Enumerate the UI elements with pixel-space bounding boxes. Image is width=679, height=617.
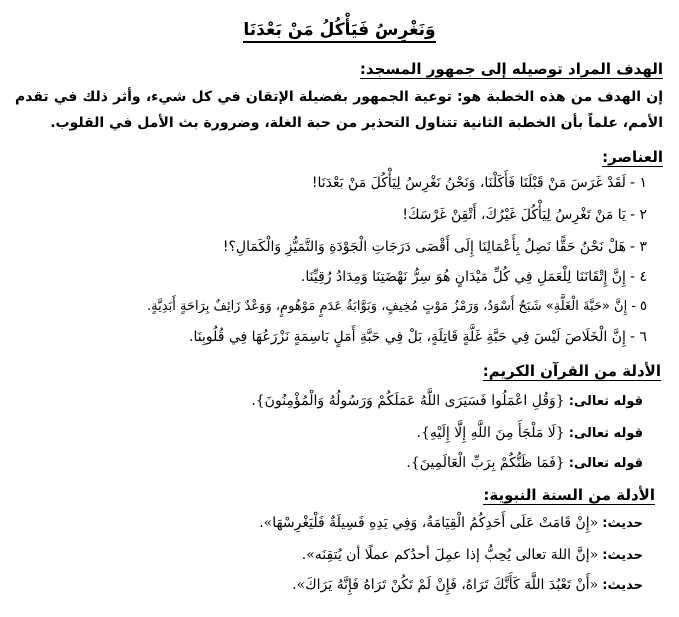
element-number: ٥ -: [631, 299, 647, 314]
hadith: [259, 512, 643, 535]
hadith-text: «إنَّ اللهَ تعالى يُحِبُّ إذا عمِلَ أحدُكم عملًا أن يُتقِنَه».: [301, 547, 599, 563]
goal-paragraph: إن الهدف من هذه الخطبة هو: توعية الجمهور بفضيلة الإتقان في كل شيء، وأثر ذلك في تقدم الأمم، علماً بأن الخطبة الثانية تتناول التحذير من حبة الغلة، وضرورة بث الأمل في القلوب.: [15, 89, 663, 131]
hadith: [302, 544, 643, 567]
quran-verse: [251, 390, 643, 413]
element-text: يَا مَنْ تَغْرِسُ لِيَأْكُلَ غَيْرُكَ، أَتْقِنْ غَرْسَكَ!: [402, 207, 626, 223]
element-text: إِنَّ إِتْقَانَنَا لِلْعَمَلِ فِي كُلِّ مَيْدَانٍ هُوَ سِرُّ نَهْضَتِنَا وَمِدَادُ رُقِيِّنَا.: [300, 269, 626, 285]
verse-text: {وَقُلِ اعْمَلُوا فَسَيَرَى اللَّهُ عَمَلَكُمْ وَرَسُولُهُ وَالْمُؤْمِنُونَ}.: [251, 393, 565, 409]
hadith-label: حديث:: [602, 578, 643, 593]
hadith-label: حديث:: [602, 516, 643, 531]
element-item: [301, 266, 647, 288]
element-text: لَقَدْ غَرَسَ مَنْ قَبْلَنَا فَأَكَلْنَا، وَنَحْنُ نَغْرِسُ لِيَأْكُلَ مَنْ بَعْدَنَا!: [311, 175, 626, 191]
element-item: [189, 326, 647, 348]
elements-heading-text: العناصر:: [602, 148, 663, 166]
element-item: [147, 296, 647, 318]
element-text: إِنَّ الْخَلَاصَ لَيْسَ فِي حَبَّةِ غَلَّةٍ قَاتِلَةٍ، بَلْ فِي حَبَّةِ أَمَلٍ بَاسِمَةٍ نَزْرَعُهَا فِي قُلُوبِنَا.: [189, 329, 626, 345]
elements-heading: [602, 148, 663, 166]
goal-heading: [360, 60, 663, 78]
verse-label: قوله تعالى:: [568, 394, 643, 409]
element-item: [223, 236, 647, 258]
element-item: [312, 172, 647, 194]
hadith-text: «أَنْ تَعْبُدَ اللَّهَ كَأَنَّكَ تَرَاهُ، فَإِنْ لَمْ تَكُنْ تَرَاهُ فَإِنَّهُ يَرَاكَ».: [292, 577, 599, 593]
title-text: وَنَغْرِسُ فَيَأْكُلُ مَنْ بَعْدَنَا: [243, 20, 435, 43]
element-number: ٣ -: [629, 239, 647, 255]
hadith-label: حديث:: [602, 548, 643, 563]
sermon-title: [0, 20, 679, 40]
sunnah-heading: [483, 486, 655, 504]
verse-label: قوله تعالى:: [568, 426, 643, 441]
hadith-text: «إِنْ قَامَتْ عَلَى أَحَدِكُمُ الْقِيَامَةُ، وَفِي يَدِهِ فَسِيلَةٌ فَلْيَغْرِسْهَا».: [259, 515, 599, 531]
hadith: [292, 574, 643, 597]
sunnah-heading-text: الأدلة من السنة النبوية:: [483, 486, 655, 504]
verse-label: قوله تعالى:: [568, 456, 643, 471]
element-text: هَلْ نَحْنُ حَقًّا نَصِلُ بِأَعْمَالِنَا إِلَى أَقْصَى دَرَجَاتِ الْجَوْدَةِ وَالتَّمَيُّزِ وَالْكَمَالِ؟!: [222, 239, 626, 255]
element-item: [402, 204, 647, 226]
element-number: ٢ -: [629, 207, 647, 223]
element-text: إِنَّ «حَبَّةَ الْغَلَّةِ» شَبَحٌ أَسْوَدُ، وَرَمْزُ مَوْتٍ مُخِيفٍ، وَبَوَّابَةُ عَدَمٍ مَوْهُومٍ، وَوَعْدٌ زَائِفٌ بِرَاحَةٍ أَبَدِيَّةٍ.: [147, 299, 628, 314]
verse-text: {لَا مَلْجَأَ مِنَ اللَّهِ إِلَّا إِلَيْهِ}.: [416, 425, 565, 441]
element-number: ٦ -: [629, 329, 647, 345]
quran-heading: [483, 362, 661, 380]
quran-verse: [417, 422, 643, 445]
goal-heading-text: الهدف المراد توصيله إلى جمهور المسجد:: [359, 60, 663, 78]
verse-text: {فَمَا ظَنُّكُمْ بِرَبِّ الْعَالَمِينَ}.: [406, 455, 565, 471]
element-number: ١ -: [629, 175, 647, 191]
quran-verse: [406, 452, 643, 475]
element-number: ٤ -: [629, 269, 647, 285]
quran-heading-text: الأدلة من القرآن الكريم:: [482, 362, 661, 380]
